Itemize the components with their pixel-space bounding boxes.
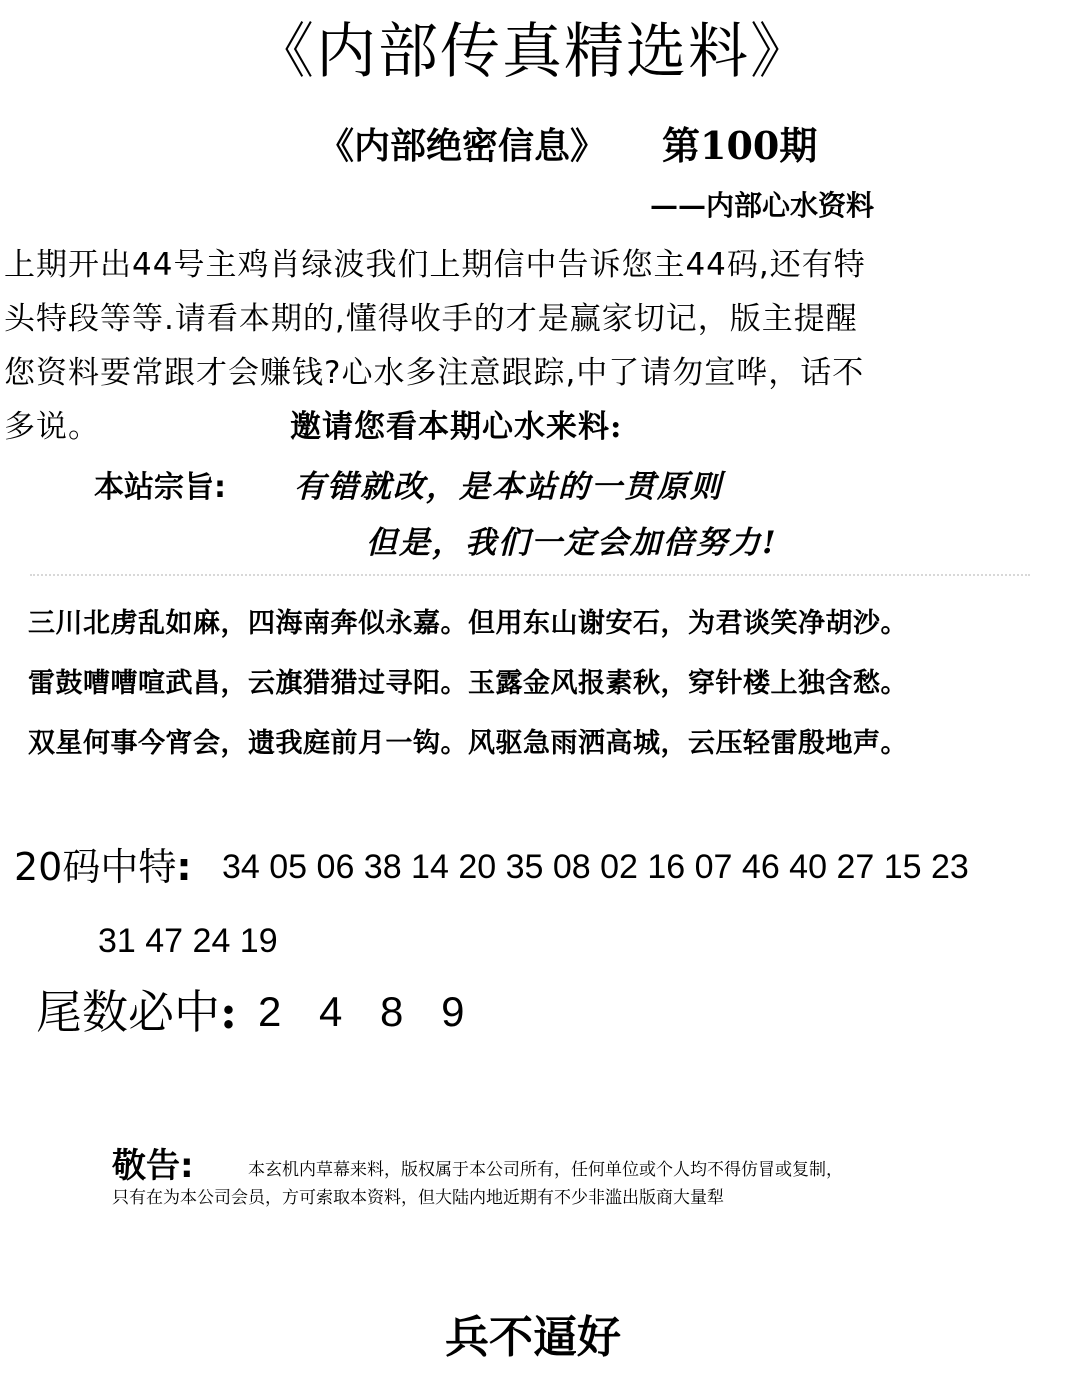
tail-label [36,982,237,1042]
intro-paragraph [4,238,1062,454]
intro-line-4-text: 多说。 [4,409,100,445]
intro-line-3: 您资料要常跟才会赚钱?心水多注意跟踪,中了请勿宣哗，话不 [4,355,865,391]
numbers-label-text: 20码中特 [14,845,177,889]
issue-number: 第100期 [662,123,818,168]
motto-line-1: 有错就改，是本站的一贯原则 [294,469,723,505]
motto-label: 本站宗旨: [94,470,226,505]
subtitle: 《内部绝密信息》 [318,125,607,167]
notice-line-1: 本玄机内草幕来料，版权属于本公司所有，任何单位或个人均不得仿冒或复制， [248,1160,843,1180]
intro-line-4 [4,400,1062,454]
source-label: ——内部心水资料 [650,189,875,222]
intro-line-2: 头特段等等.请看本期的,懂得收手的才是赢家切记，版主提醒 [4,301,858,337]
dotted-divider [30,574,1030,582]
footer-text: 兵不逼好 [445,1312,621,1363]
notice-line-2: 只有在为本公司会员，方可索取本资料，但大陆内地近期有不少非滥出版商大量犁 [112,1188,724,1208]
numbers-colon: : [176,845,192,889]
tail-label-text: 尾数必中 [36,985,220,1039]
numbers-line-2: 31 47 24 19 [98,922,278,960]
numbers-line-1: 34 05 06 38 14 20 35 08 02 16 07 46 40 27 15 23 [222,848,969,886]
intro-line-1: 上期开出44号主鸡肖绿波我们上期信中告诉您主44码,还有特 [4,247,866,283]
tail-colon: : [220,985,237,1039]
motto-line-2: 但是，我们一定会加倍努力! [366,525,778,561]
notice-label: 敬告: [112,1146,194,1186]
numbers-label [14,840,192,894]
tail-digits: 2 4 8 9 [258,988,465,1035]
poem-line-2: 雷鼓嘈嘈喧武昌，云旗猎猎过寻阳。玉露金风报素秋，穿针楼上独含愁。 [28,668,908,699]
poem-line-1: 三川北虏乱如麻，四海南奔似永嘉。但用东山谢安石，为君谈笑净胡沙。 [28,608,908,639]
page-title: 《内部传真精选料》 [254,17,812,87]
invite-text: 邀请您看本期心水来料: [290,409,623,445]
poem-line-3: 双星何事今宵会，遗我庭前月一钩。风驱急雨洒高城，云压轻雷殷地声。 [28,728,908,759]
